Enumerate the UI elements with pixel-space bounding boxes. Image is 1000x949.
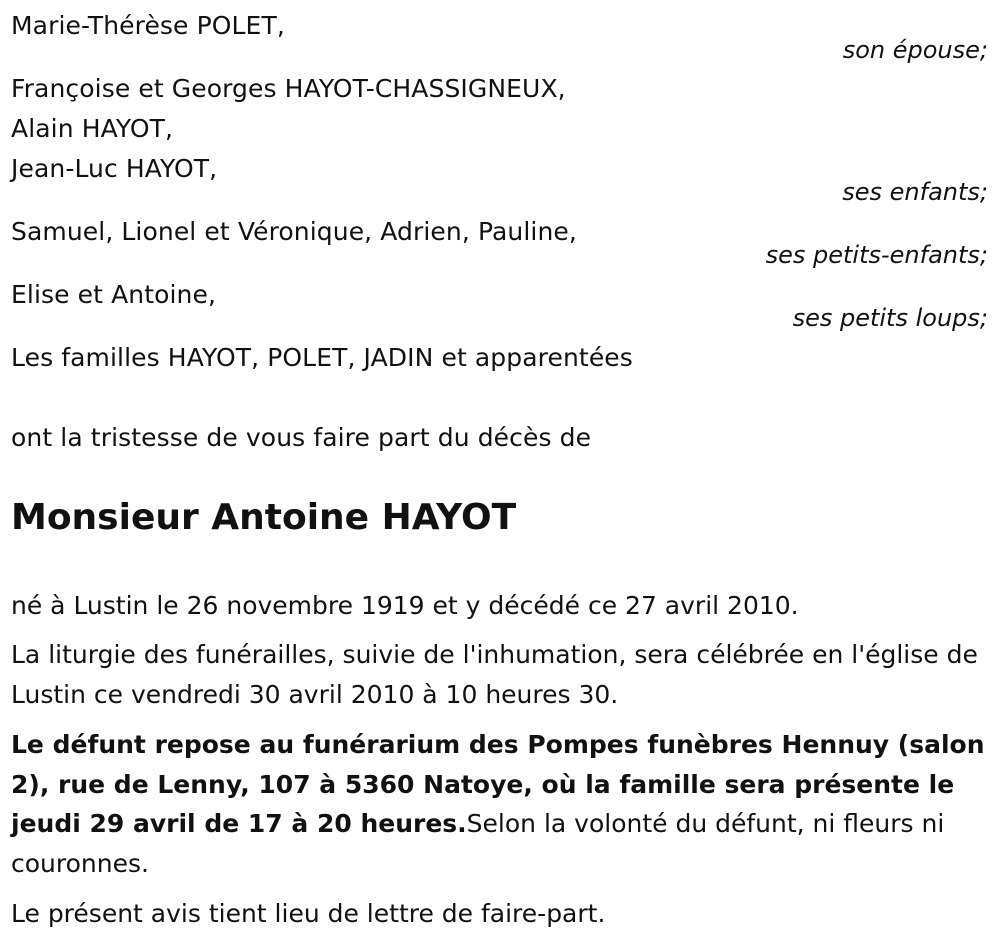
child-name: Alain HAYOT, bbox=[11, 114, 174, 143]
child-name: Françoise et Georges HAYOT-CHASSIGNEUX, bbox=[11, 74, 566, 103]
little-wolves-names: Elise et Antoine, bbox=[11, 280, 217, 309]
announcement-line: ont la tristesse de vous faire part du décès de bbox=[11, 423, 592, 452]
visitation-note: Selon la volonté du défunt, ni fleurs ni couronnes. bbox=[11, 809, 945, 878]
spouse-role: son épouse; bbox=[842, 36, 988, 64]
little-wolves-role: ses petits loups; bbox=[792, 304, 988, 332]
visitation-paragraph bbox=[11, 725, 986, 883]
closing-line: Le présent avis tient lieu de lettre de faire-part. bbox=[11, 899, 606, 928]
families-line: Les familles HAYOT, POLET, JADIN et apparentées bbox=[11, 343, 633, 372]
deceased-name: Monsieur Antoine HAYOT bbox=[11, 497, 517, 538]
visitation-bold-text: Le défunt repose au funérarium des Pompes funèbres Hennuy (salon 2), rue de Lenny, 107 à 5360 Natoye, où la famille sera présente le jeudi 29 avril de 17 à 20 heures. bbox=[11, 730, 985, 838]
child-name: Jean-Luc HAYOT, bbox=[11, 154, 218, 183]
children-role: ses enfants; bbox=[842, 178, 988, 206]
grandchildren-names: Samuel, Lionel et Véronique, Adrien, Pauline, bbox=[11, 217, 577, 246]
birth-death-line: né à Lustin le 26 novembre 1919 et y décédé ce 27 avril 2010. bbox=[11, 591, 799, 620]
spouse-name: Marie-Thérèse POLET, bbox=[11, 11, 285, 40]
funeral-paragraph: La liturgie des funérailles, suivie de l'inhumation, sera célébrée en l'église de Lustin ce vendredi 30 avril 2010 à 10 heures 30. bbox=[11, 640, 978, 709]
grandchildren-role: ses petits-enfants; bbox=[765, 241, 988, 269]
